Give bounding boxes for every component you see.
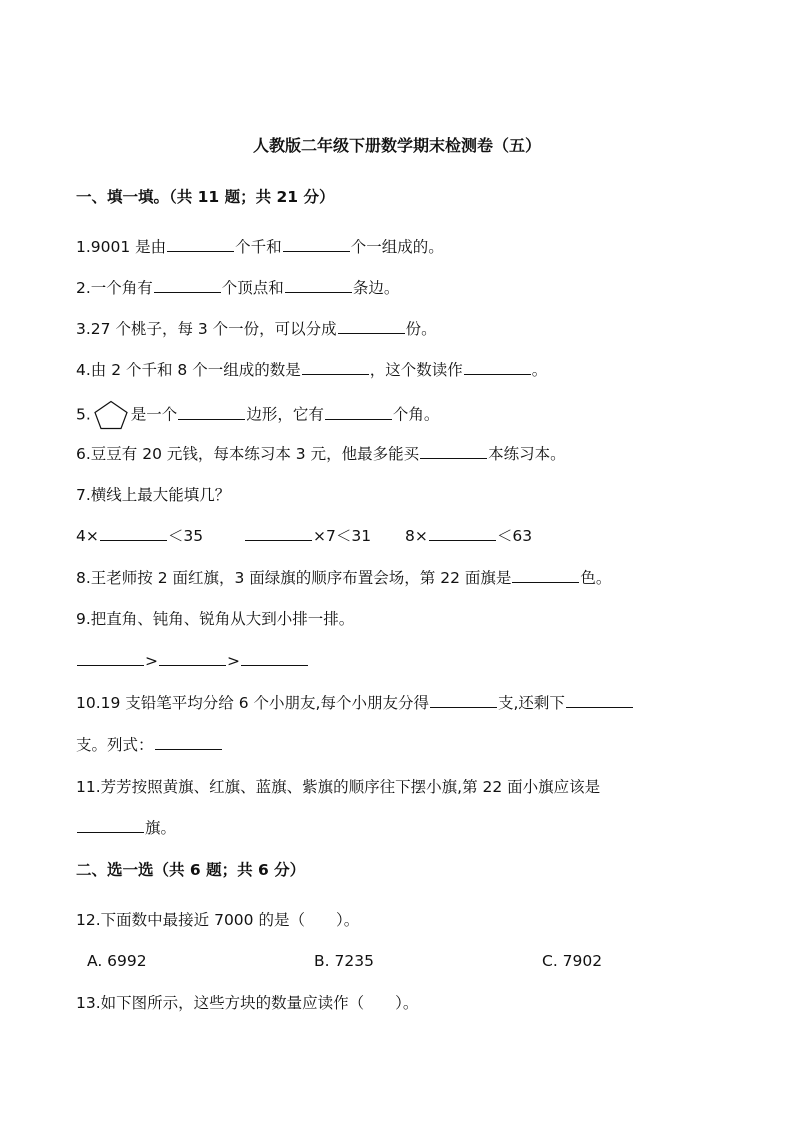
question-10-continued: 支。列式： [76,734,223,756]
question-3: 3.27 个桃子，每 3 个一份，可以分成 份。 [76,320,437,338]
option-b[interactable]: B. 7235 [314,952,374,970]
answer-blank[interactable] [512,568,579,583]
question-9-answer: > > [76,650,309,672]
answer-blank[interactable] [338,319,405,334]
option-a[interactable]: A. 6992 [87,952,147,970]
answer-blank[interactable] [77,651,144,666]
question-7: 7.横线上最大能填几？ [76,486,231,504]
question-12: 12.下面数中最接近 7000 的是（ ）。 [76,911,360,929]
option-c[interactable]: C. 7902 [542,952,603,970]
answer-blank[interactable] [430,693,497,708]
answer-blank[interactable] [420,444,487,459]
question-6: 6.豆豆有 20 元钱，每本练习本 3 元，他最多能买 本练习本。 [76,445,566,463]
question-7-part-2: ×7＜31 [244,525,371,547]
pentagon-icon [93,400,129,430]
question-5: 5. 是一个 边形，它有 个角。 [76,400,439,430]
question-11: 11.芳芳按照黄旗、红旗、蓝旗、紫旗的顺序往下摆小旗,第 22 面小旗应该是 [76,778,601,796]
answer-blank[interactable] [241,651,308,666]
answer-blank[interactable] [100,526,167,541]
answer-blank[interactable] [464,360,531,375]
question-9: 9.把直角、钝角、锐角从大到小排一排。 [76,610,355,628]
question-11-continued: 旗。 [76,817,176,839]
question-2: 2.一个角有 个顶点和 条边。 [76,279,400,297]
answer-blank[interactable] [178,405,245,420]
answer-blank[interactable] [325,405,392,420]
question-13: 13.如下图所示，这些方块的数量应读作（ ）。 [76,994,419,1012]
answer-blank[interactable] [77,818,144,833]
answer-blank[interactable] [154,278,221,293]
answer-blank[interactable] [302,360,369,375]
answer-blank[interactable] [283,237,350,252]
answer-blank[interactable] [566,693,633,708]
answer-blank[interactable] [159,651,226,666]
page-title: 人教版二年级下册数学期末检测卷（五） [252,136,541,155]
answer-blank[interactable] [155,735,222,750]
section-1-heading: 一、填一填。（共 11 题；共 21 分） [76,188,335,206]
question-1: 1.9001 是由 个千和 个一组成的。 [76,238,444,256]
answer-blank[interactable] [285,278,352,293]
section-2-heading: 二、选一选（共 6 题；共 6 分） [76,861,306,879]
answer-blank[interactable] [245,526,312,541]
answer-blank[interactable] [429,526,496,541]
question-4: 4.由 2 个千和 8 个一组成的数是 ，这个数读作 。 [76,361,548,379]
question-8: 8.王老师按 2 面红旗，3 面绿旗的顺序布置会场，第 22 面旗是 色。 [76,569,612,587]
question-7-part-1: 4× ＜35 [76,527,204,545]
question-7-part-3: 8× ＜63 [405,527,533,545]
answer-blank[interactable] [167,237,234,252]
question-10: 10.19 支铅笔平均分给 6 个小朋友,每个小朋友分得 支,还剩下 [76,692,634,714]
